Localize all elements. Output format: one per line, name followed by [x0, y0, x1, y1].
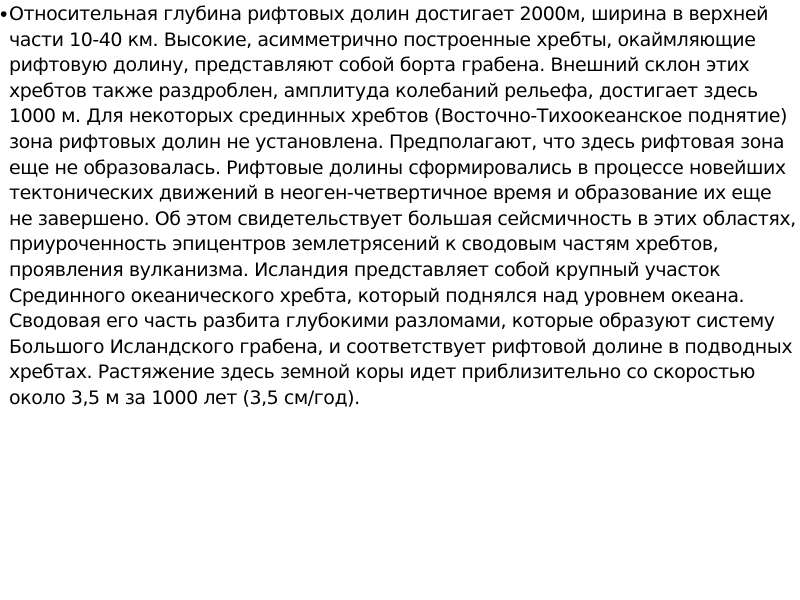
bullet-item: [0, 2, 796, 412]
bullet-point: •: [0, 3, 8, 26]
body-paragraph: Относительная глубина рифтовых долин достигает 2000м, ширина в верхней части 10-40 км. Высокие, асимметрично построенные хребты, окаймляющие рифтовую долину, представляют собой борта грабена. Внешний склон этих хребтов также раздроблен, амплитуда колебаний рельефа, достигает здесь 1000 м. Для некоторых срединных хребтов (Восточно-Тихоокеанское поднятие) зона рифтовых долин не установлена. Предполагают, что здесь рифтовая зона еще не образовалась. Рифтовые долины сформировались в процессе новейших тектонических движений в неоген-четвертичное время и образование их еще не завершено. Об этом свидетельствует большая сейсмичность в этих областях, приуроченность эпицентров землетрясений к сводовым частям хребтов, проявления вулканизма. Исландия представляет собой крупный участок Срединного океанического хребта, который поднялся над уровнем океана. Сводовая его часть разбита глубокими разломами, которые образуют систему Большого Исландского грабена, и соответствует рифтовой долине в подводных хребтах. Растяжение здесь земной коры идет приблизительно со скоростью около 3,5 м за 1000 лет (3,5 см/год).: [9, 3, 796, 409]
